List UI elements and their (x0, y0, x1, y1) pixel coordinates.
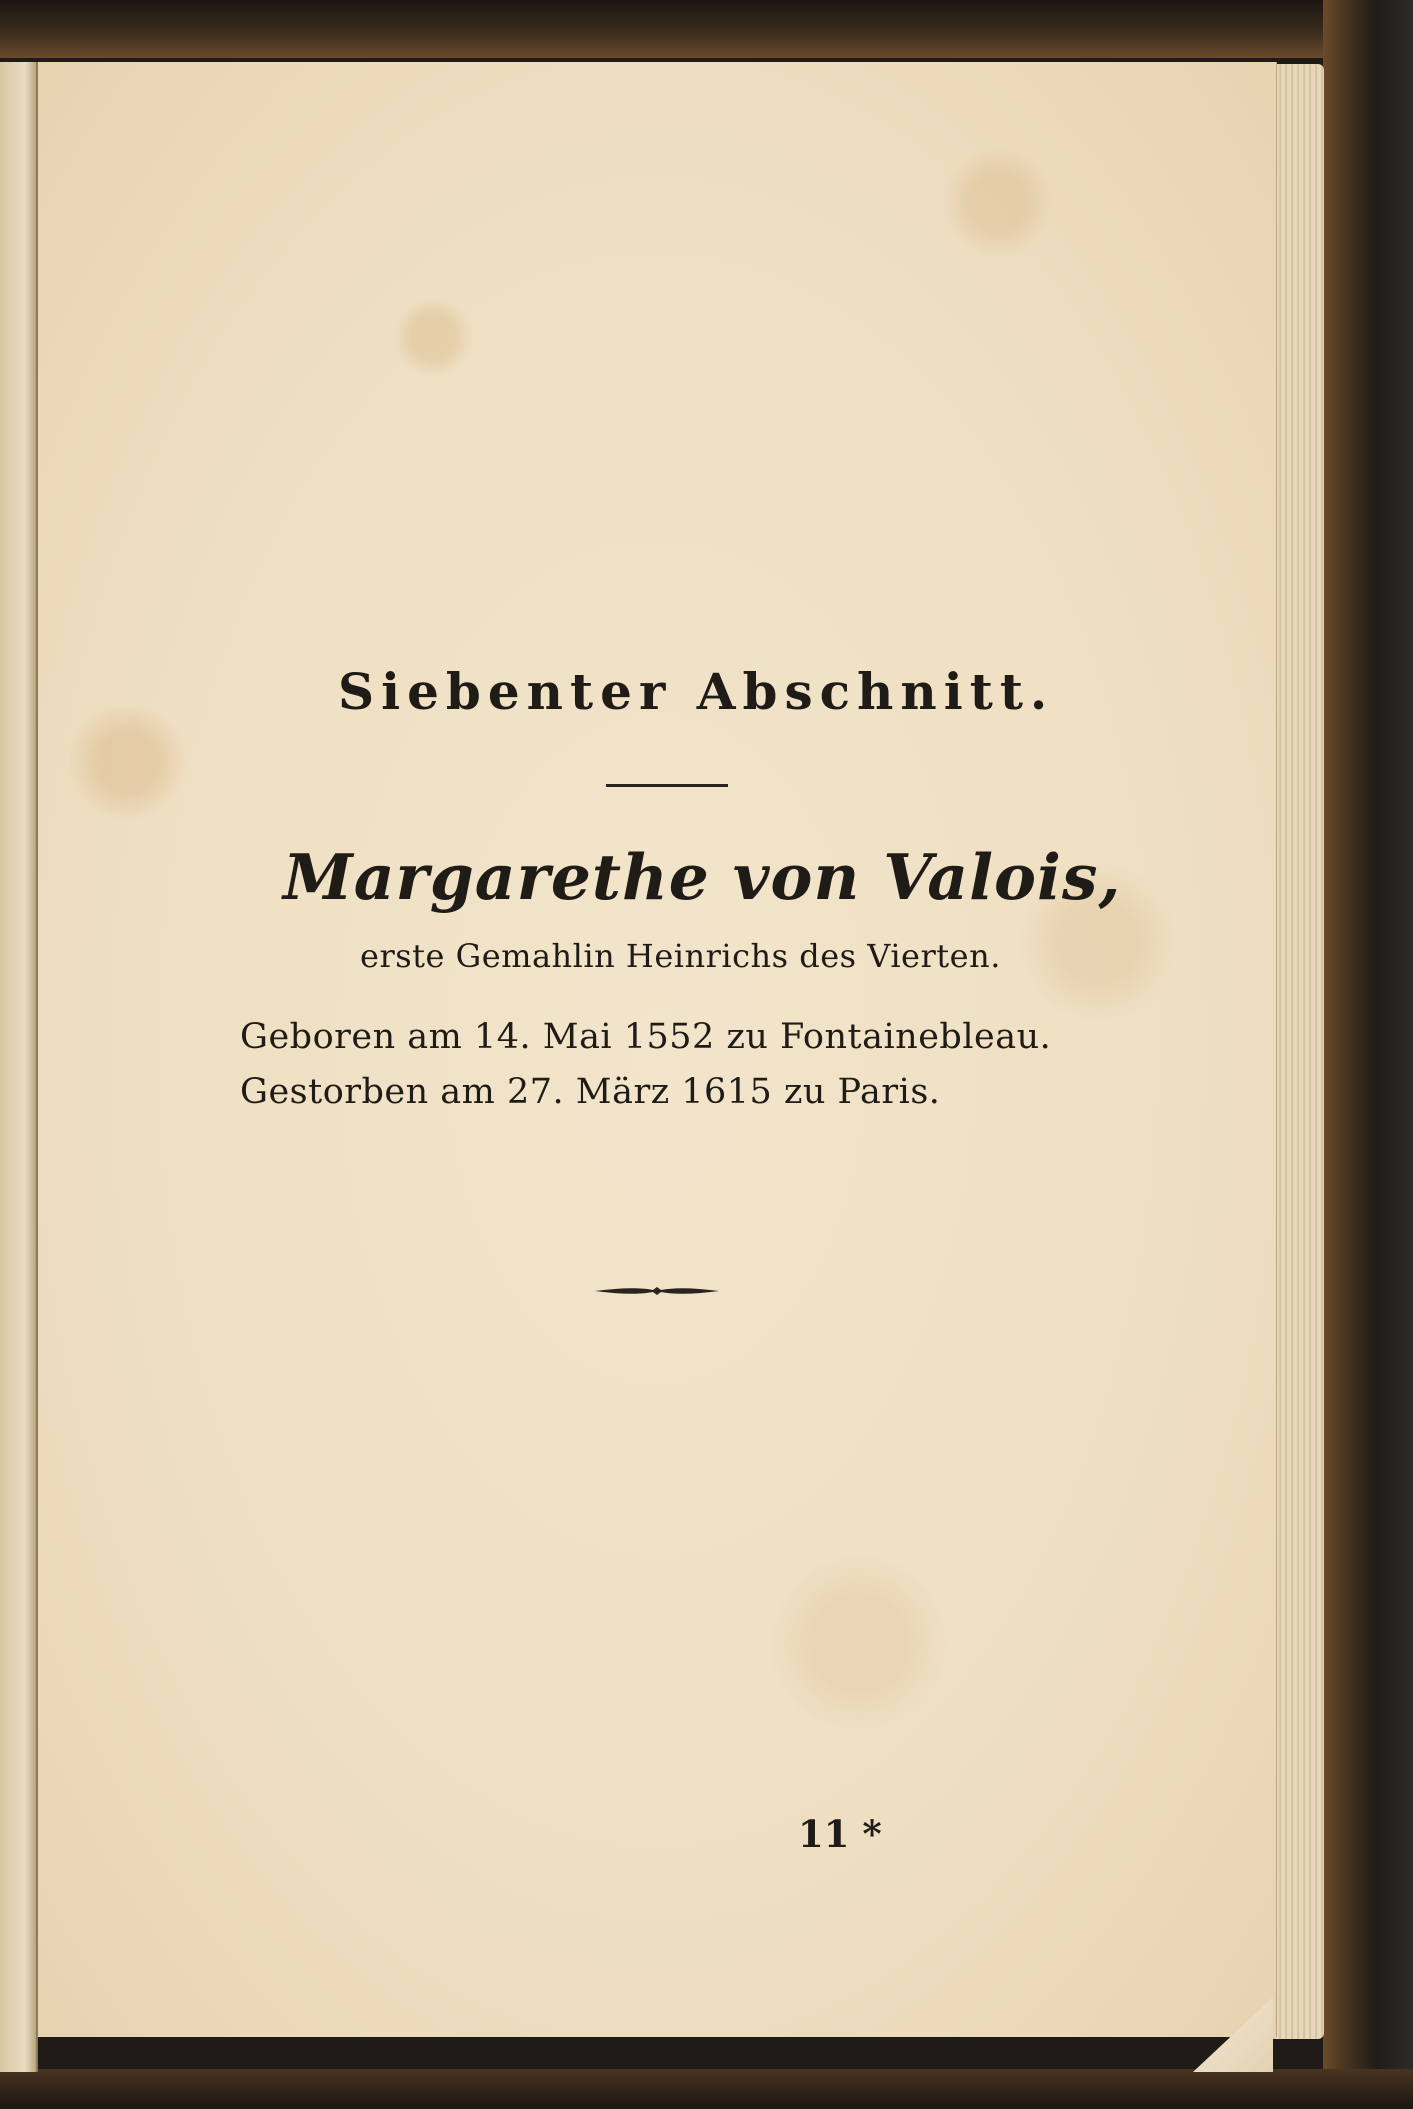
book-page (38, 62, 1277, 2037)
facing-page-edge (0, 62, 38, 2072)
page-stack-edges (1270, 64, 1324, 2039)
folded-corner (1193, 1997, 1273, 2072)
ornament-divider (593, 1284, 721, 1298)
book-cover-top-edge (0, 0, 1413, 58)
book-cover-right-edge (1323, 0, 1413, 2109)
heading-rule (606, 784, 728, 787)
chapter-title: Margarethe von Valois, (283, 840, 1122, 914)
chapter-subtitle: erste Gemahlin Heinrichs des Vierten. (360, 937, 1001, 975)
section-heading: Siebenter Abschnitt. (338, 662, 1055, 721)
death-line: Gestorben am 27. März 1615 zu Paris. (240, 1072, 941, 1112)
birth-line: Geboren am 14. Mai 1552 zu Fontainebleau. (240, 1017, 1052, 1057)
page-number: 11 * (798, 1812, 882, 1856)
book-cover-bottom-edge (0, 2069, 1413, 2109)
